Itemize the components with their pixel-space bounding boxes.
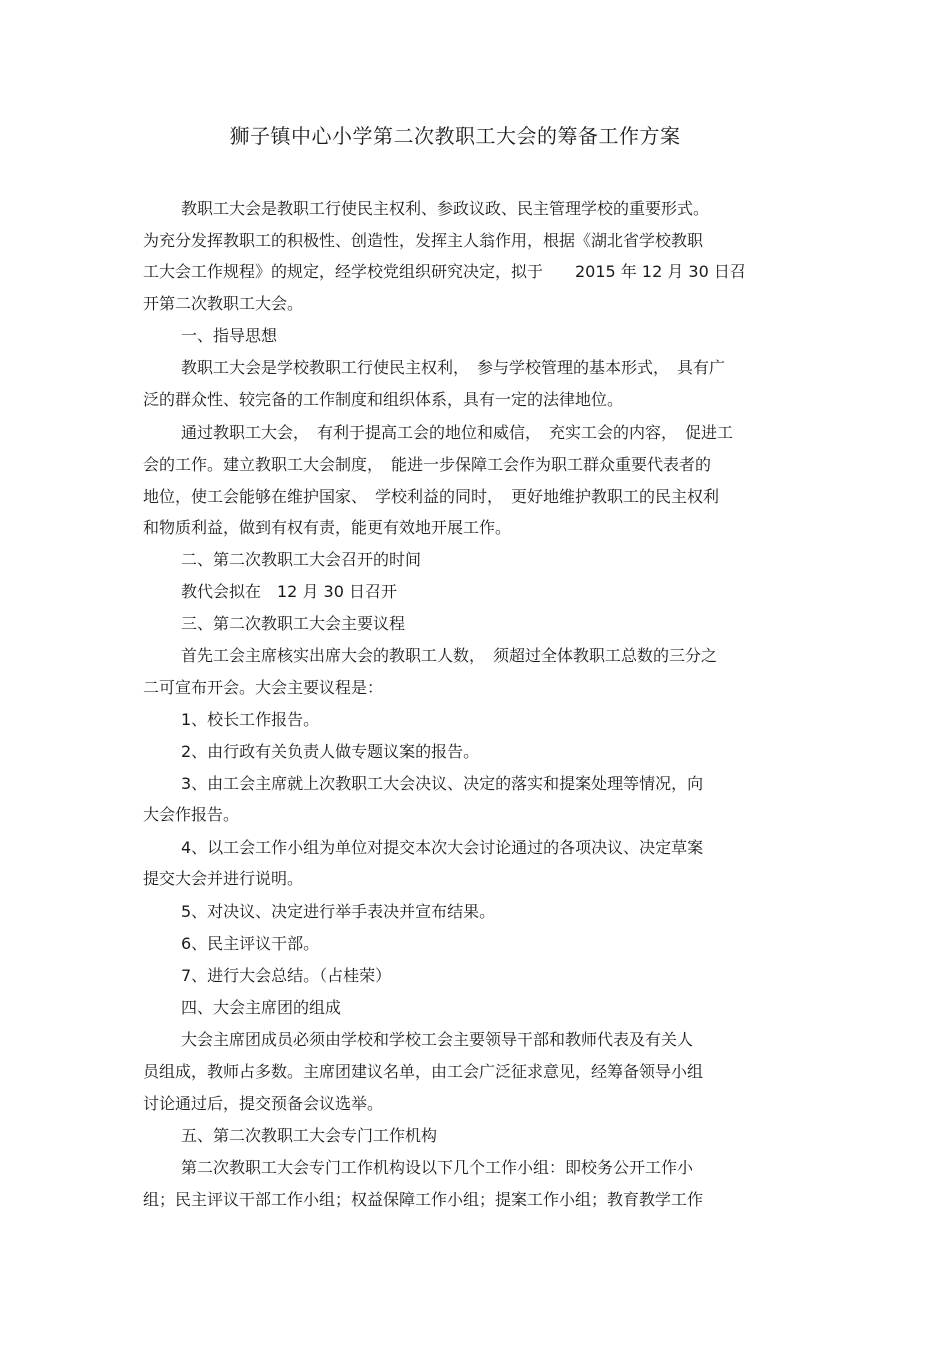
- agenda-item: 4、以工会工作小组为单位对提交本次大会讨论通过的各项决议、决定草案: [181, 838, 704, 857]
- section-heading: 一、指导思想: [181, 326, 278, 345]
- section-heading: 三、第二次教职工大会主要议程: [181, 614, 406, 633]
- section-heading: 四、大会主席团的组成: [181, 998, 342, 1017]
- body-line: 和物质利益，做到有权有责，能更有效地开展工作。: [143, 518, 512, 537]
- body-line: 大会作报告。: [143, 805, 240, 824]
- agenda-item: 1、校长工作报告。: [181, 710, 320, 729]
- body-line: 大会主席团成员必须由学校和学校工会主要领导干部和教师代表及有关人: [181, 1030, 694, 1049]
- body-line: 员组成，教师占多数。主席团建议名单，由工会广泛征求意见，经筹备领导小组: [143, 1062, 704, 1081]
- document-title: 狮子镇中心小学第二次教职工大会的筹备工作方案: [229, 124, 681, 148]
- body-line: 组；民主评议干部工作小组；权益保障工作小组；提案工作小组；教育教学工作: [143, 1190, 704, 1209]
- agenda-item: 7、进行大会总结。（占桂荣）: [181, 966, 392, 985]
- body-line: 讨论通过后，提交预备会议选举。: [143, 1094, 384, 1113]
- body-line: 地位，使工会能够在维护国家、 学校利益的同时， 更好地维护教职工的民主权利: [143, 487, 720, 506]
- agenda-item: 5、对决议、决定进行举手表决并宣布结果。: [181, 902, 496, 921]
- section-heading: 五、第二次教职工大会专门工作机构: [181, 1126, 438, 1145]
- body-line: 教职工大会是教职工行使民主权利、参政议政、民主管理学校的重要形式。: [181, 199, 710, 218]
- body-line: 为充分发挥教职工的积极性、创造性，发挥主人翁作用，根据《湖北省学校教职: [143, 231, 704, 250]
- body-line: 首先工会主席核实出席大会的教职工人数， 须超过全体教职工总数的三分之: [181, 646, 718, 665]
- body-line: 工大会工作规程》的规定，经学校党组织研究决定，拟于 2015 年 12 月 30 日召: [143, 262, 746, 281]
- body-line: 泛的群众性、较完备的工作制度和组织体系，具有一定的法律地位。: [143, 390, 624, 409]
- body-line: 第二次教职工大会专门工作机构设以下几个工作小组：即校务公开工作小: [181, 1158, 694, 1177]
- body-line: 开第二次教职工大会。: [143, 294, 304, 313]
- agenda-item: 3、由工会主席就上次教职工大会决议、决定的落实和提案处理等情况，向: [181, 774, 704, 793]
- agenda-item: 6、民主评议干部。: [181, 934, 320, 953]
- body-line: 会的工作。建立教职工大会制度， 能进一步保障工会作为职工群众重要代表者的: [143, 455, 712, 474]
- body-line: 提交大会并进行说明。: [143, 869, 304, 888]
- section-heading: 二、第二次教职工大会召开的时间: [181, 550, 422, 569]
- agenda-item: 2、由行政有关负责人做专题议案的报告。: [181, 742, 480, 761]
- body-line: 二可宣布开会。大会主要议程是：: [143, 678, 384, 697]
- body-line: 教职工大会是学校教职工行使民主权利， 参与学校管理的基本形式， 具有广: [181, 358, 726, 377]
- body-line: 教代会拟在 12 月 30 日召开: [181, 582, 397, 601]
- body-line: 通过教职工大会， 有利于提高工会的地位和威信， 充实工会的内容， 促进工: [181, 423, 734, 442]
